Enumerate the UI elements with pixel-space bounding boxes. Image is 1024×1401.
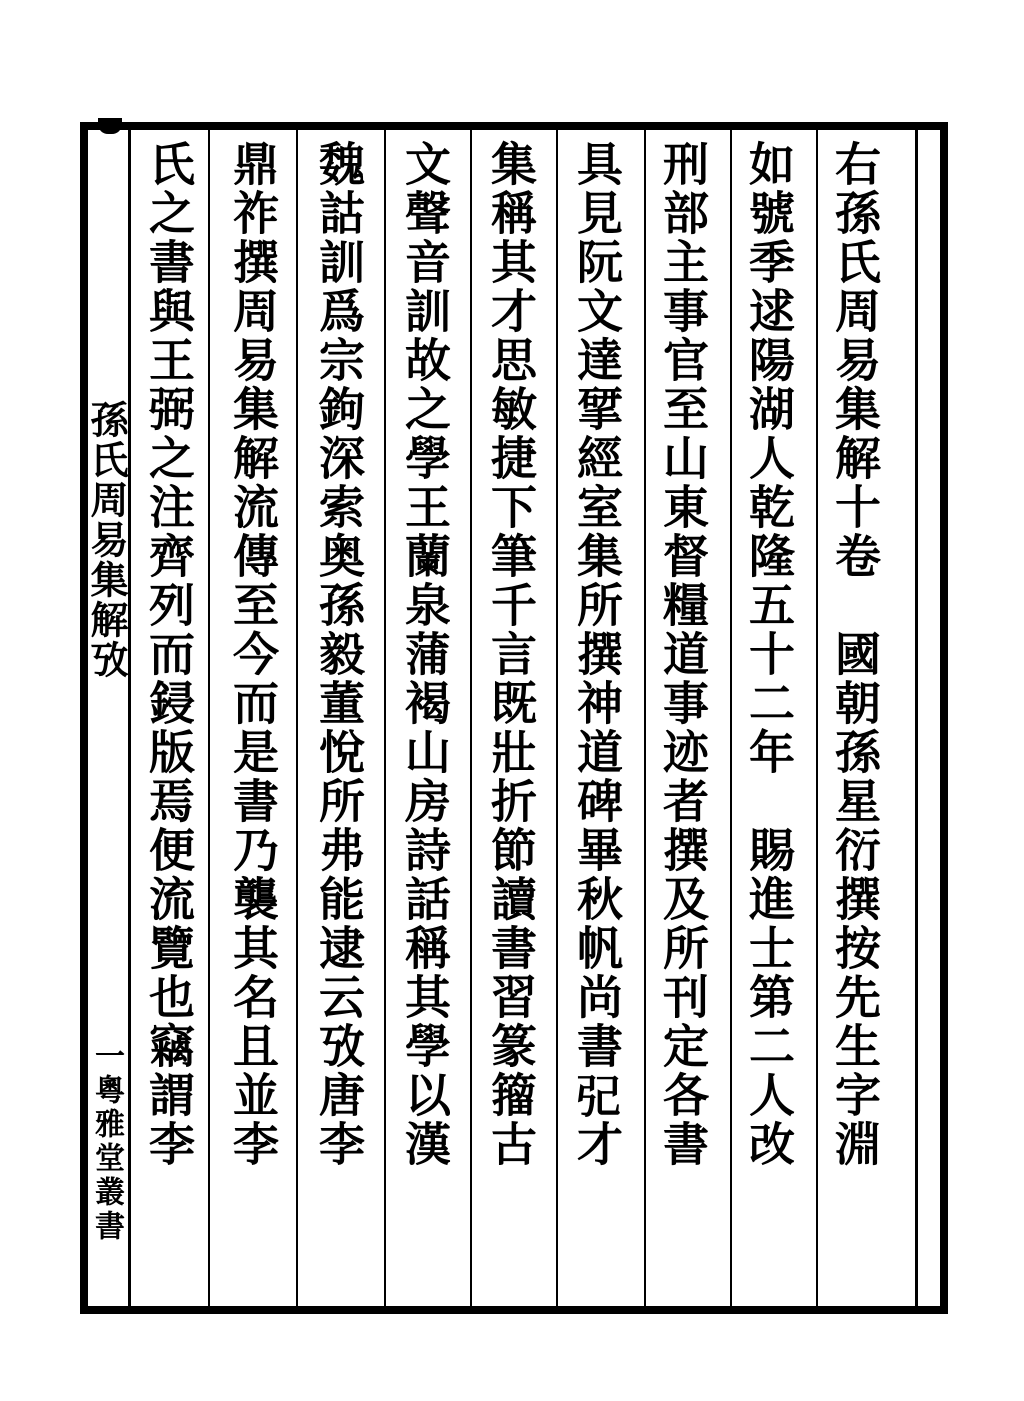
text-column-1: 右孫氏周易集解十卷 國朝孫星衍撰按先生字淵 [828,140,882,1169]
column-rule [208,130,210,1308]
column-rule [644,130,646,1308]
margin-publisher: 一粵雅堂叢書 [89,1040,124,1244]
text-column-3: 刑部主事官至山東督糧道事迹者撰及所刊定各書 [656,140,710,1169]
column-rule [730,130,732,1308]
text-column-8: 鼎祚撰周易集解流傳至今而是書乃襲其名且並李 [226,140,280,1169]
column-rule [556,130,558,1308]
column-rule [470,130,472,1308]
text-column-6: 文聲音訓故之學王蘭泉蒲褐山房詩話稱其學以漢 [398,140,452,1169]
text-column-4: 具見阮文達揅經室集所撰神道碑畢秋帆尚書𢀶才 [570,140,624,1169]
fishtail-mark [98,118,122,134]
text-column-5: 集稱其才思敏捷下筆千言既壯折節讀書習篆籀古 [484,140,538,1169]
margin-book-title: 孫氏周易集解攷 [84,400,129,680]
text-column-2: 如號季逑陽湖人乾隆五十二年 賜進士第二人改 [742,140,796,1169]
text-column-7: 魏詁訓爲宗鉤深索奥孫毅董悅所弗能逮云攷唐李 [312,140,366,1169]
column-rule [296,130,298,1308]
column-rule [816,130,818,1308]
column-rule [384,130,386,1308]
text-column-9: 氏之書與王弼之注齊列而鋟版焉便流覽也竊謂李 [142,140,196,1169]
